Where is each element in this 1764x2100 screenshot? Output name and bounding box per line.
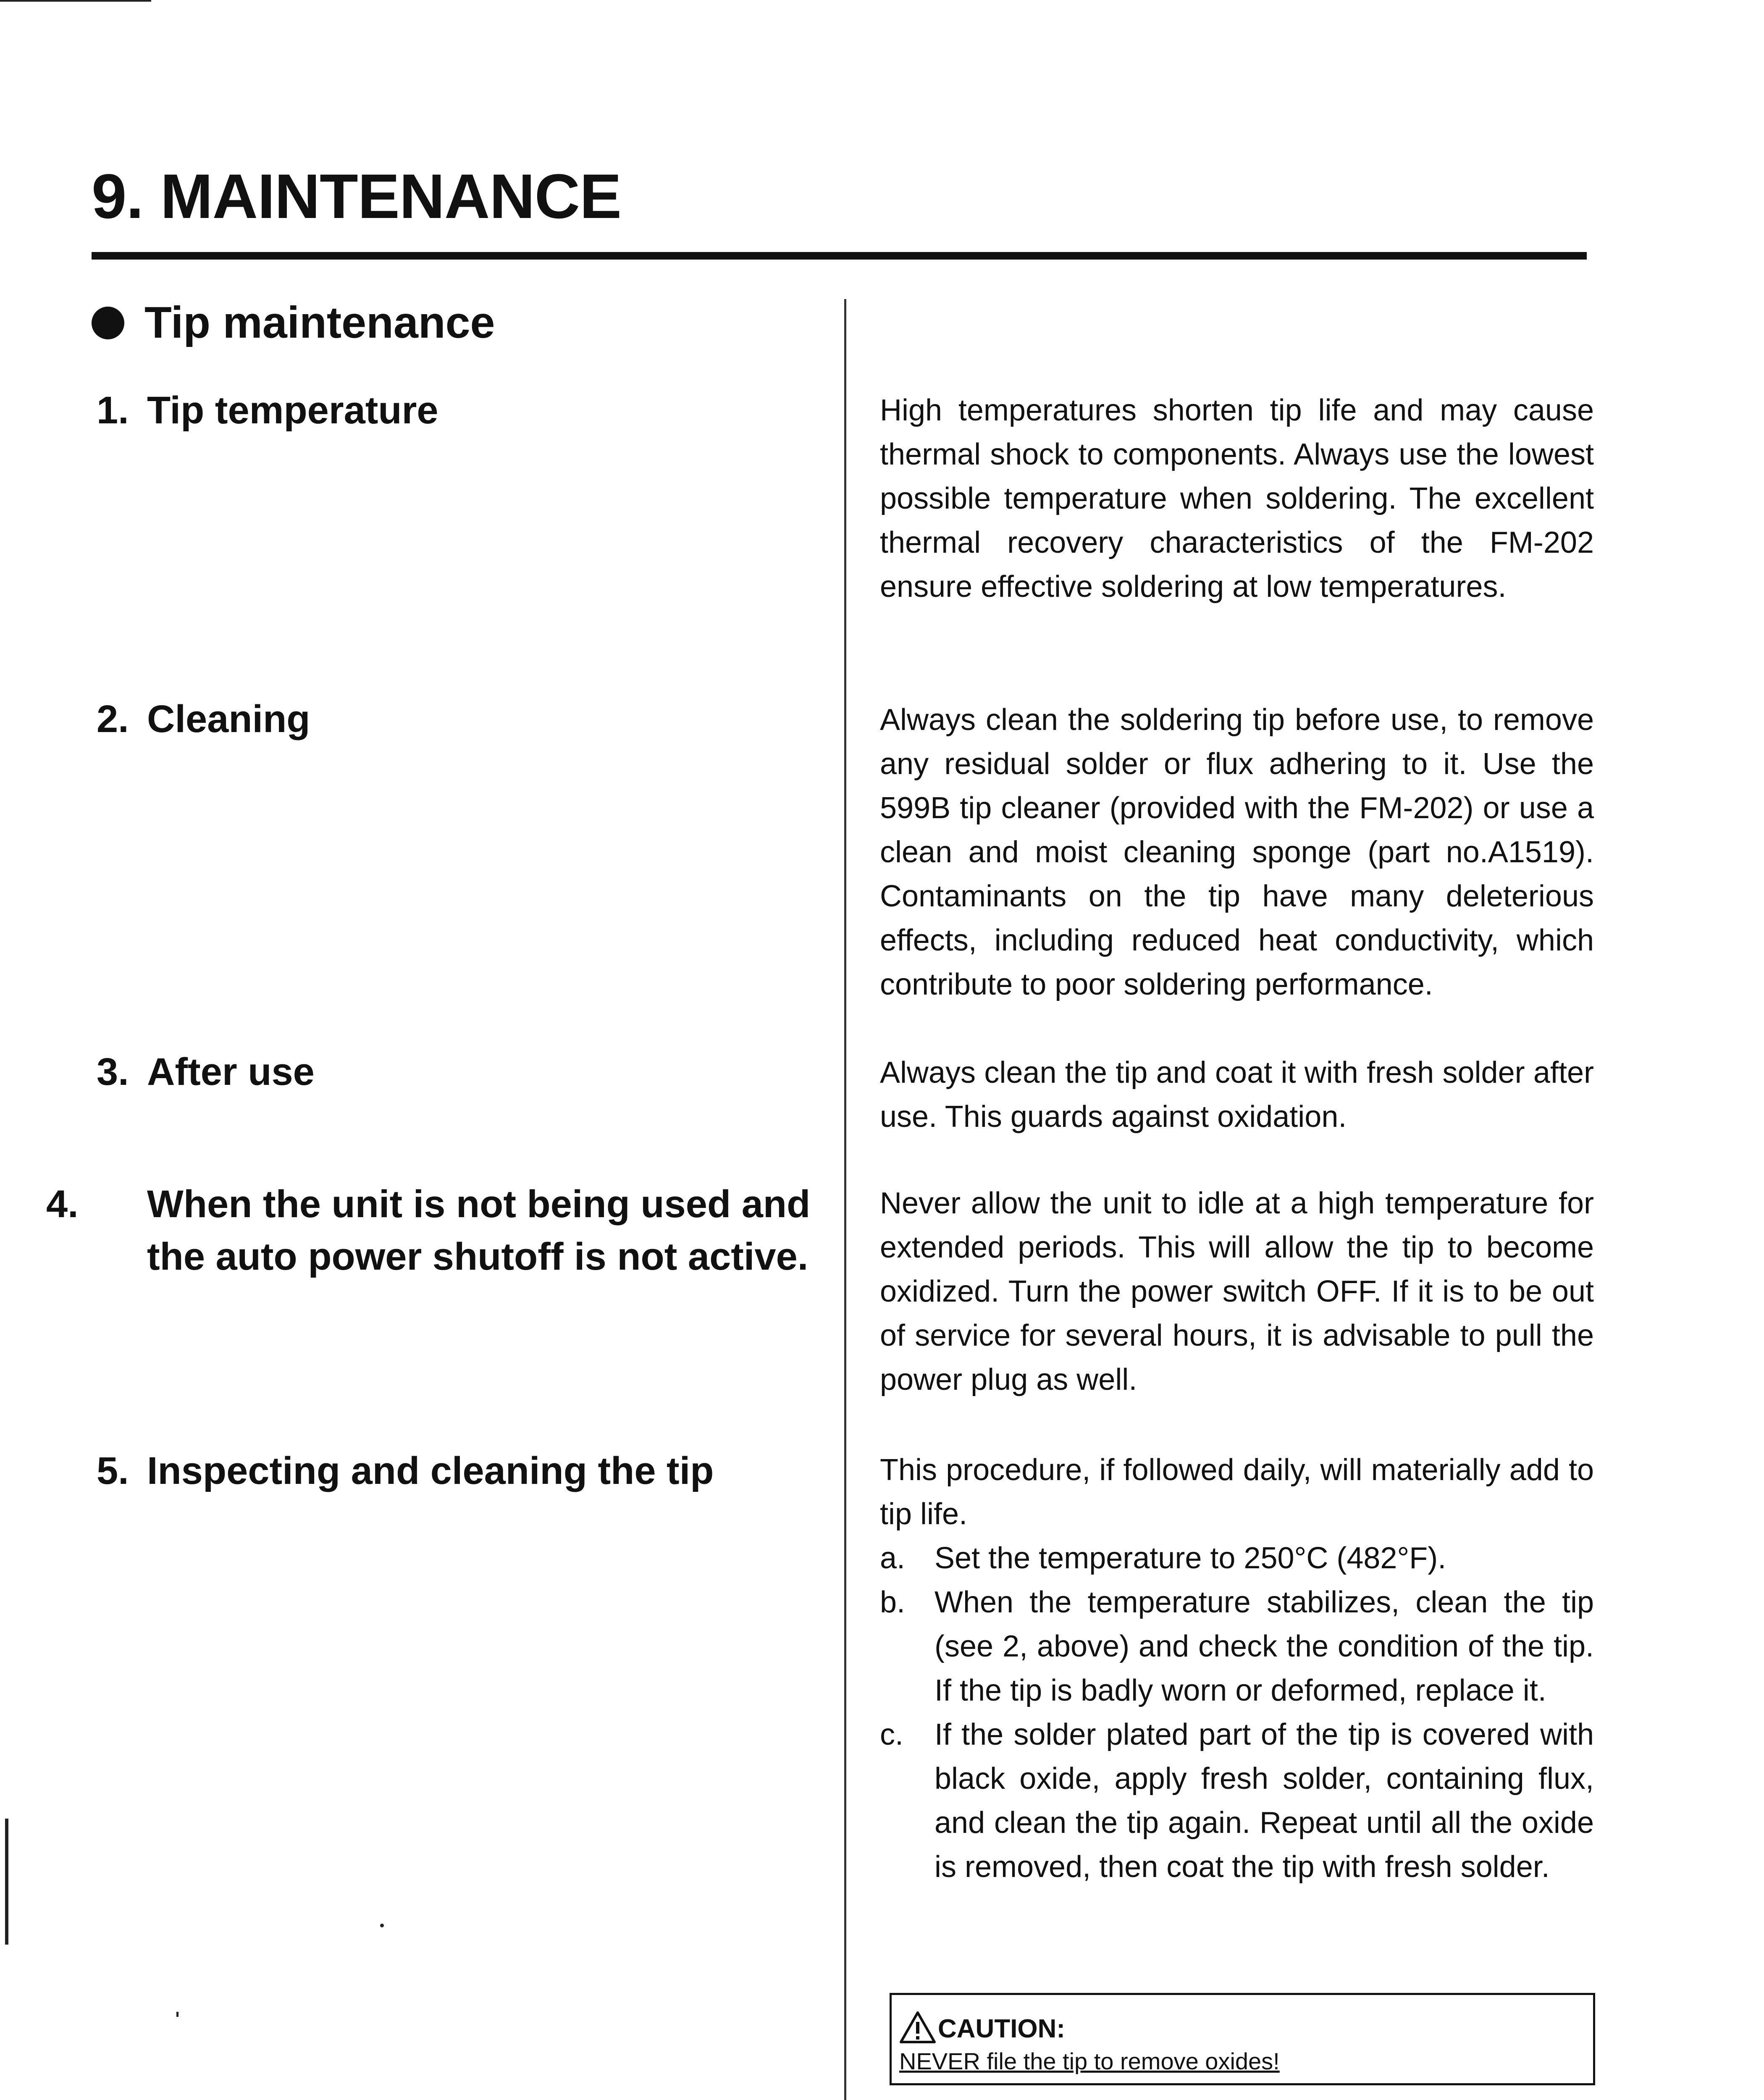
- item-heading-inspecting-cleaning: [97, 1445, 777, 1497]
- caution-box: [890, 1993, 1595, 2085]
- list-item: [880, 1713, 1594, 1889]
- scan-speck: [380, 1924, 384, 1927]
- item-heading-unit-not-used: [46, 1178, 827, 1283]
- item-number: 3.: [97, 1050, 129, 1093]
- step-label: c.: [880, 1718, 904, 1751]
- list-item: [880, 1536, 1594, 1580]
- item-heading-after-use: [97, 1046, 777, 1098]
- item-number: 1.: [97, 389, 129, 432]
- item-number: 5.: [97, 1449, 129, 1492]
- item-body-unit-not-used: Never allow the unit to idle at a high temperature for extended periods. This will allow the tip to become oxidized. Turn the power switch OFF. If it is to be out of service for several hours, it is advisable to pull the power plug as well.: [880, 1186, 1594, 1396]
- scan-speck: [176, 2012, 178, 2017]
- item-heading-text: When the unit is not being used and the auto power shutoff is not active.: [147, 1183, 811, 1278]
- item-heading-text: Inspecting and cleaning the tip: [147, 1449, 714, 1492]
- list-item: [880, 1580, 1594, 1713]
- scan-edge-mark: [5, 1819, 8, 1945]
- section-title: Tip maintenance: [144, 298, 495, 347]
- item-number: 2.: [97, 698, 129, 740]
- step-label: b.: [880, 1586, 906, 1619]
- item-body-tip-temperature: High temperatures shorten tip life and may cause thermal shock to components. Always use the lowest possible temperature when soldering. The excellent thermal recovery characteristics of the FM-202 ensure effective soldering at low temperatures.: [880, 394, 1594, 604]
- caution-title: CAUTION:: [938, 2014, 1066, 2043]
- step-text: Set the temperature to 250°C (482°F).: [934, 1541, 1446, 1575]
- step-label: a.: [880, 1541, 906, 1575]
- item-heading-text: Tip temperature: [147, 389, 438, 432]
- item-heading-cleaning: [97, 693, 777, 746]
- item-heading-text: After use: [147, 1050, 315, 1093]
- warning-triangle-icon: [899, 2011, 936, 2044]
- caution-heading: [899, 2011, 1586, 2044]
- item-body-inspecting-cleaning: This procedure, if followed daily, will materially add to tip life.: [880, 1453, 1594, 1531]
- column-divider: [844, 299, 846, 2100]
- section-heading: [92, 296, 495, 349]
- bullet-icon: [92, 307, 124, 339]
- item-body-cleaning: Always clean the soldering tip before use, to remove any residual solder or flux adhering to it. Use the 599B tip cleaner (provided with the FM-202) or use a clean and moist cleaning sponge (part no.A1519). Contaminants on the tip have many deleterious effects, including reduced heat conductivity, which contribute to poor soldering performance.: [880, 703, 1594, 1001]
- caution-text: NEVER file the tip to remove oxides!: [899, 2048, 1280, 2074]
- item-number: 4.: [46, 1183, 79, 1226]
- step-text: If the solder plated part of the tip is covered with black oxide, apply fresh solder, containing flux, and clean the tip again. Repeat until all the oxide is removed, then coat the tip with fresh solder.: [934, 1718, 1594, 1884]
- page-title: 9. MAINTENANCE: [92, 161, 622, 231]
- item-body-after-use: Always clean the tip and coat it with fresh solder after use. This guards against oxidation.: [880, 1056, 1594, 1134]
- scan-edge-mark: [0, 0, 151, 2]
- title-rule: [92, 252, 1587, 260]
- item-heading-text: Cleaning: [147, 698, 310, 740]
- procedure-steps-list: [880, 1536, 1594, 1889]
- step-text: When the temperature stabilizes, clean the tip (see 2, above) and check the condition of the tip. If the tip is badly worn or deformed, replace it.: [934, 1586, 1594, 1707]
- item-heading-tip-temperature: [97, 384, 777, 437]
